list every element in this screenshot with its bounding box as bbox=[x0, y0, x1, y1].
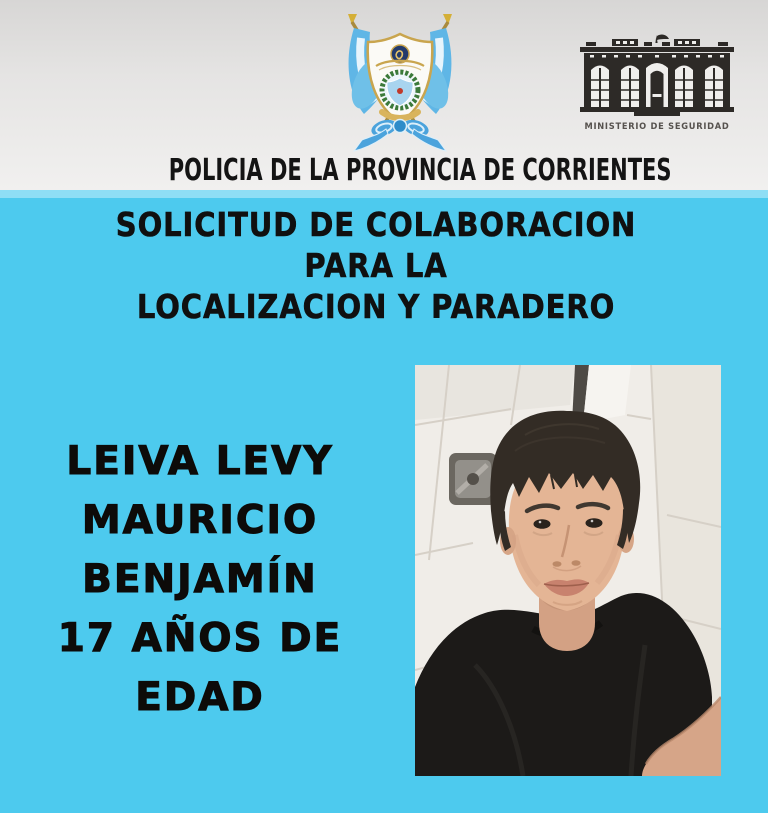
name-line-2: MAURICIO bbox=[81, 498, 319, 543]
ministry-logo bbox=[578, 34, 736, 132]
name-line-5: EDAD bbox=[135, 675, 265, 720]
title-line-3: LOCALIZACION Y PARADERO bbox=[136, 287, 616, 326]
title-line-1: SOLICITUD DE COLABORACION bbox=[115, 205, 637, 244]
divider-strip bbox=[0, 190, 768, 198]
person-name-block bbox=[18, 432, 382, 727]
title-line-2: PARA LA bbox=[304, 246, 448, 285]
header-band bbox=[0, 0, 768, 190]
ministry-building-icon bbox=[578, 34, 736, 120]
name-line-4: 17 AÑOS DE bbox=[57, 616, 343, 661]
name-line-3: BENJAMÍN bbox=[82, 557, 318, 602]
name-line-1: LEIVA LEVY bbox=[66, 439, 334, 484]
org-title-text: POLICIA DE LA PROVINCIA DE CORRIENTES bbox=[168, 152, 672, 188]
org-title bbox=[44, 152, 768, 188]
missing-person-photo bbox=[415, 365, 721, 776]
ministry-caption: MINISTERIO DE SEGURIDAD bbox=[584, 122, 730, 132]
police-crest-icon bbox=[330, 8, 470, 154]
poster-title bbox=[0, 204, 752, 327]
